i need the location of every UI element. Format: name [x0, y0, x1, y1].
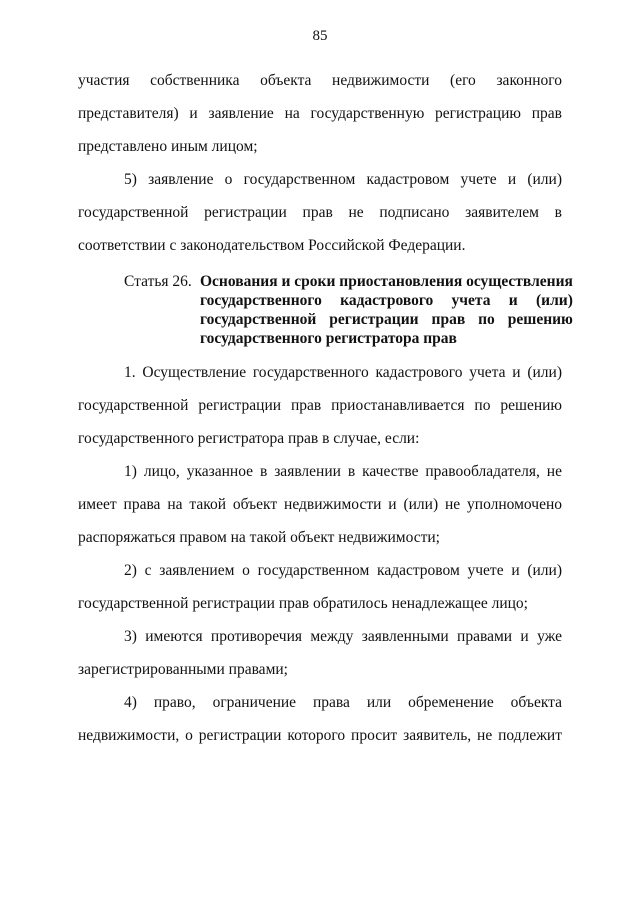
- text-line: 1. Осуществление государственного кадастрового учета и (или): [124, 364, 562, 381]
- article-title-line: государственного регистратора прав: [200, 330, 457, 347]
- text-line: государственного регистратора прав в случае, если:: [78, 430, 420, 447]
- text-line: представителя) и заявление на государственную регистрацию прав: [78, 105, 562, 122]
- text-line: имеет права на такой объект недвижимости и (или) не уполномочено: [78, 496, 562, 513]
- text-line: государственной регистрации прав обратилось ненадлежащее лицо;: [78, 595, 528, 612]
- text-line: 1) лицо, указанное в заявлении в качестве правообладателя, не: [124, 463, 562, 480]
- text-line: распоряжаться правом на такой объект недвижимости;: [78, 529, 440, 546]
- text-line: 3) имеются противоречия между заявленными правами и уже: [124, 628, 562, 645]
- text-line: государственной регистрации прав приостанавливается по решению: [78, 397, 562, 414]
- text-line: участия собственника объекта недвижимости (его законного: [78, 72, 562, 89]
- paragraph-clause-1: [78, 356, 562, 455]
- paragraph-item-3: [78, 620, 562, 686]
- document-body: [78, 64, 573, 752]
- text-line: недвижимости, о регистрации которого просит заявитель, не подлежит: [78, 727, 562, 744]
- paragraph-item-1: [78, 455, 562, 554]
- text-line: 5) заявление о государственном кадастровом учете и (или): [124, 171, 562, 188]
- text-line: соответствии с законодательством Российской Федерации.: [78, 237, 466, 254]
- paragraph-item-2: [78, 554, 562, 620]
- text-line: государственной регистрации прав не подписано заявителем в: [78, 204, 562, 221]
- article-title-line: Основания и сроки приостановления осуществления: [200, 273, 573, 290]
- paragraph-item-4: [78, 686, 562, 752]
- text-line: зарегистрированными правами;: [78, 661, 288, 678]
- paragraph-continuation: [78, 64, 562, 163]
- article-label: Статья 26.: [124, 273, 192, 290]
- article-title-line: государственного кадастрового учета и (или): [200, 292, 573, 309]
- text-line: 2) с заявлением о государственном кадастровом учете и (или): [124, 562, 562, 579]
- text-line: представлено иным лицом;: [78, 138, 258, 155]
- paragraph-item-5: [78, 163, 562, 262]
- article-title: [200, 272, 573, 348]
- page-number: 85: [312, 28, 328, 44]
- article-heading: [78, 272, 573, 348]
- text-line: 4) право, ограничение права или обременение объекта: [124, 694, 562, 711]
- article-title-line: государственной регистрации прав по решению: [200, 311, 573, 328]
